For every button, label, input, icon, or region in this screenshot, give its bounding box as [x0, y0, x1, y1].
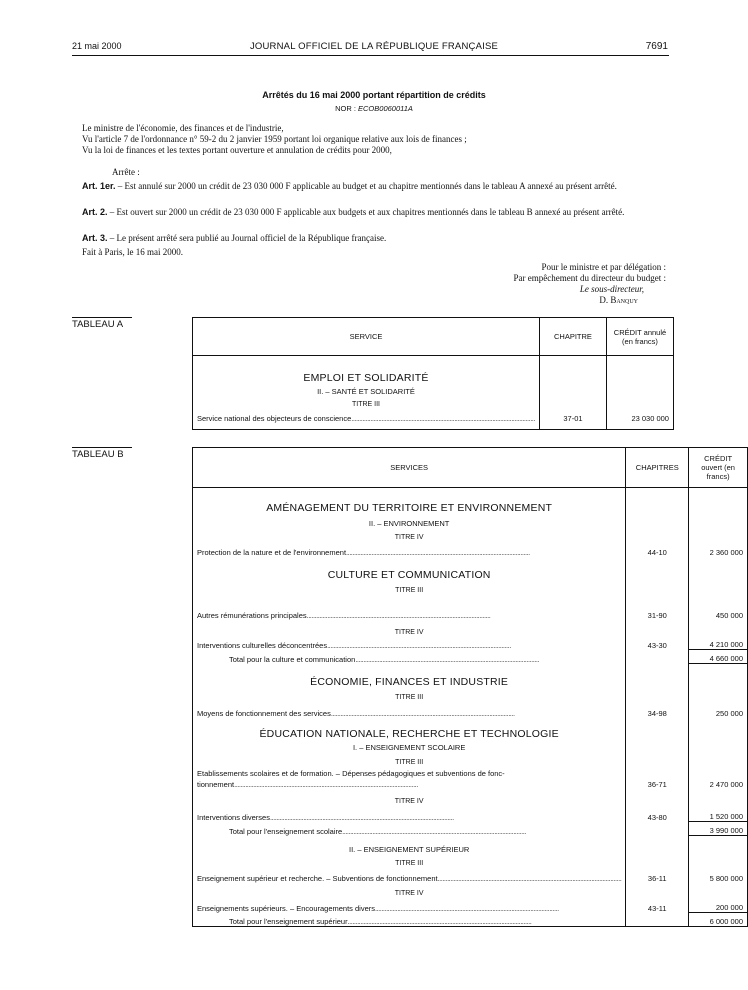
row-chapitre: 43-30: [626, 636, 689, 650]
row-label-line2: tionnement: [197, 779, 235, 789]
table-row: Interventions culturelles déconcentrées.................................................................................................................... 43-30 4 210 000: [193, 636, 748, 650]
total-row: Total pour la culture et communication.................................................................................................................... 4 660 000: [193, 650, 748, 664]
table-row: Protection de la nature et de l'environnement.................................................................................................................... 44-10 2 360 000: [193, 541, 748, 557]
article-text: – Le présent arrêté sera publié au Journal officiel de la République française.: [107, 233, 387, 243]
table-row: Autres rémunérations principales.................................................................................................................... 31-90 450 000: [193, 594, 748, 620]
col-header-credit: CRÉDIT annulé (en francs): [606, 318, 673, 356]
titre-label: TITRE III: [193, 396, 540, 408]
table-row: Interventions diverses.................................................................................................................... 43-80 1 520 000: [193, 805, 748, 822]
article-text: – Est annulé sur 2000 un crédit de 23 030 000 F applicable au budget et au chapitre mentionnés dans le tableau A annexé au présent arrêté.: [115, 181, 617, 191]
row-label: Interventions culturelles déconcentrées: [197, 640, 328, 650]
page-number: 7691: [645, 41, 668, 52]
total-label: Total pour l'enseignement supérieur: [229, 917, 348, 926]
row-credit: 1 520 000: [709, 812, 743, 821]
row-label: Protection de la nature et de l'environnement: [197, 547, 347, 557]
article-3: [82, 233, 672, 244]
signature-line: Pour le ministre et par délégation :: [541, 262, 666, 272]
titre-label: TITRE III: [193, 854, 626, 867]
row-credit: 23 030 000: [631, 413, 669, 423]
row-chapitre: 31-90: [626, 594, 689, 620]
table-row: Moyens de fonctionnement des services.................................................................................................................... 34-98 250 000: [193, 701, 748, 718]
tableau-b-label: TABLEAU B: [72, 449, 124, 460]
titre-label: TITRE III: [193, 581, 626, 594]
nor-label: NOR :: [335, 104, 356, 113]
row-chapitre: 43-11: [626, 897, 689, 913]
article-text: – Est ouvert sur 2000 un crédit de 23 030 000 F applicable aux budgets et aux chapitres mentionnés dans le tableau B annexé au présent arrêté.: [107, 207, 625, 217]
table-row: Enseignement supérieur et recherche. – Subventions de fonctionnement.................................................................................................................... 36-11 5 800 000: [193, 867, 748, 883]
section-title: AMÉNAGEMENT DU TERRITOIRE ET ENVIRONNEMENT: [193, 488, 626, 514]
row-credit: 250 000: [715, 708, 743, 718]
decree-title: Arrêtés du 16 mai 2000 portant répartition de crédits: [262, 90, 486, 100]
subsection-title: II. – ENVIRONNEMENT: [193, 514, 626, 528]
row-credit: 200 000: [715, 903, 743, 912]
section-title: ÉCONOMIE, FINANCES ET INDUSTRIE: [193, 664, 626, 688]
signature-line: Par empêchement du directeur du budget :: [513, 273, 666, 283]
row-credit: 5 800 000: [709, 873, 743, 883]
article-label: Art. 3.: [82, 233, 108, 243]
col-header-credit: CRÉDIT ouvert (en francs): [689, 448, 748, 488]
row-credit: 2 470 000: [709, 779, 743, 789]
article-label: Art. 2.: [82, 207, 108, 217]
row-label: Autres rémunérations principales: [197, 610, 307, 620]
table-row: Enseignements supérieurs. – Encouragements divers.................................................................................................................... 43-11 200 000: [193, 897, 748, 913]
table-row: tionnement.................................................................................................................... 36-71 2 470 000: [193, 778, 748, 789]
subsection-title: II. – ENSEIGNEMENT SUPÉRIEUR: [193, 836, 626, 854]
journal-title: JOURNAL OFFICIEL DE LA RÉPUBLIQUE FRANÇAISE: [249, 41, 499, 52]
titre-label: TITRE IV: [193, 883, 626, 897]
titre-label: TITRE III: [193, 752, 626, 766]
header-date: 21 mai 2000: [72, 41, 122, 51]
tableau-b-rule: [72, 447, 132, 448]
col-header-service: SERVICE: [193, 318, 540, 356]
row-credit: 2 360 000: [709, 547, 743, 557]
signature-block: [514, 262, 666, 306]
tableau-b-table: [192, 447, 748, 927]
row-chapitre: 44-10: [626, 541, 689, 557]
nor-code: ECOB0060011A: [358, 104, 413, 113]
row-label: Interventions diverses: [197, 812, 270, 822]
article-1: [82, 181, 672, 192]
row-credit: 4 210 000: [709, 640, 743, 649]
row-label: Moyens de fonctionnement des services: [197, 708, 331, 718]
row-label: Service national des objecteurs de conscience: [197, 413, 352, 423]
col-header-services: SERVICES: [193, 448, 626, 488]
total-row: Total pour l'enseignement scolaire.................................................................................................................... 3 990 000: [193, 822, 748, 836]
tableau-a-rule: [72, 317, 132, 318]
preamble-line: Le ministre de l'économie, des finances et de l'industrie,: [82, 123, 284, 133]
total-credit: 4 660 000: [689, 650, 748, 664]
table-row: Service national des objecteurs de conscience.................................................................................................................... 37-01 23 030 000: [193, 408, 674, 430]
subsection-title: I. – ENSEIGNEMENT SCOLAIRE: [193, 740, 626, 752]
total-credit: 3 990 000: [689, 822, 748, 836]
signature-title: Le sous-directeur,: [579, 284, 644, 294]
row-chapitre: 36-71: [626, 778, 689, 789]
nor-reference: [0, 104, 748, 113]
tableau-a-table: [192, 317, 674, 430]
subsection-title: II. – SANTÉ ET SOLIDARITÉ: [193, 384, 540, 396]
row-chapitre: 37-01: [539, 408, 606, 430]
titre-label: TITRE IV: [193, 620, 626, 636]
total-row: Total pour l'enseignement supérieur.................................................................................................................... 6 000 000: [193, 913, 748, 927]
preamble-line: Vu l'article 7 de l'ordonnance n° 59-2 du 2 janvier 1959 portant loi organique relative aux lois de finances ;: [82, 134, 467, 144]
row-credit: 450 000: [715, 610, 743, 620]
article-label: Art. 1er.: [82, 181, 116, 191]
section-title: EMPLOI ET SOLIDARITÉ: [193, 356, 540, 384]
titre-label: TITRE IV: [193, 789, 626, 805]
decree-preamble: [82, 123, 672, 156]
article-2: [82, 207, 672, 218]
row-chapitre: 43-80: [626, 805, 689, 822]
col-header-chapitre: CHAPITRE: [539, 318, 606, 356]
fait-a-paris: Fait à Paris, le 16 mai 2000.: [82, 247, 183, 257]
col-header-chapitres: CHAPITRES: [626, 448, 689, 488]
preamble-line: Vu la loi de finances et les textes portant ouverture et annulation de crédits pour 2000,: [82, 145, 392, 155]
titre-label: TITRE IV: [193, 528, 626, 541]
header-rule: [72, 55, 669, 56]
section-title: ÉDUCATION NATIONALE, RECHERCHE ET TECHNOLOGIE: [193, 718, 626, 740]
tableau-a-label: TABLEAU A: [72, 319, 124, 330]
titre-label: TITRE III: [193, 688, 626, 701]
arrete: Arrête :: [112, 167, 140, 177]
signature-name: D. Banquy: [599, 295, 638, 305]
total-label: Total pour l'enseignement scolaire: [229, 826, 343, 836]
section-title: CULTURE ET COMMUNICATION: [193, 557, 626, 581]
total-label: Total pour la culture et communication: [229, 654, 356, 664]
row-label: Enseignement supérieur et recherche. – Subventions de fonctionnement: [197, 873, 438, 883]
row-label-line1: Etablissements scolaires et de formation. – Dépenses pédagogiques et subventions de fonc-: [193, 766, 626, 778]
row-label: Enseignements supérieurs. – Encouragements divers: [197, 903, 376, 913]
row-chapitre: 34-98: [626, 701, 689, 718]
total-credit: 6 000 000: [689, 913, 748, 927]
row-chapitre: 36-11: [626, 867, 689, 883]
